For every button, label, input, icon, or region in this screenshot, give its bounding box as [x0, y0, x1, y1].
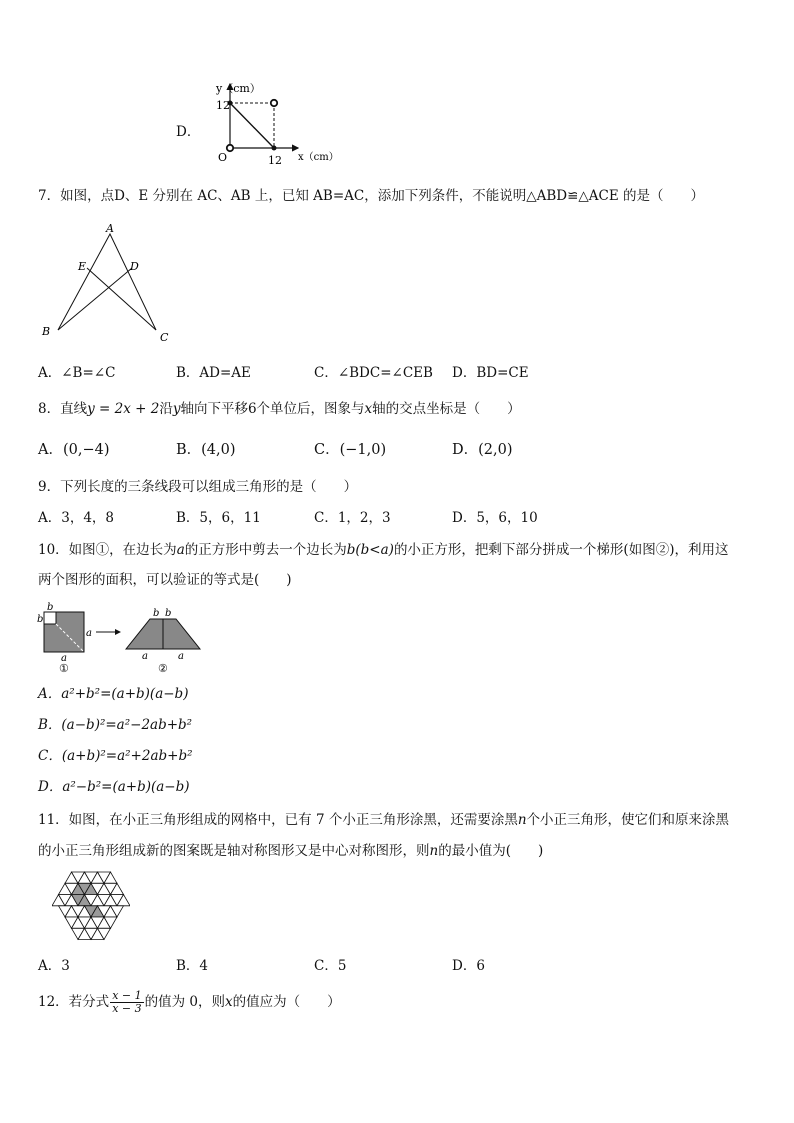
q7-label-b: B — [42, 325, 51, 338]
q6-coordinate-graph — [210, 78, 350, 170]
q10-fig1-left-b: b — [37, 614, 44, 625]
q11-line2-a: 的小正三角形组成新的图案既是轴对称图形又是中心对称图形，则 — [38, 843, 430, 859]
q6-x-tick: 12 — [268, 154, 282, 167]
q9-option-d[interactable]: D．5，6，10 — [452, 510, 538, 526]
q6-y-axis-label: y（cm） — [216, 82, 261, 95]
q8-var-y: y — [172, 401, 181, 417]
q8-mid2: 轴向下平移6个单位后，图象与 — [180, 401, 365, 417]
q10-fig2-bottom-a2: a — [178, 651, 184, 662]
q7-triangle-figure — [36, 220, 176, 345]
q10-fig2-top-b1: b — [153, 608, 160, 619]
q12-denominator: x − 3 — [112, 1002, 142, 1015]
q10-question-line1 — [38, 540, 728, 560]
q9-option-b[interactable]: B．5，6，11 — [176, 510, 261, 526]
q11-option-c[interactable]: C．5 — [314, 958, 347, 974]
q8-formula: y = 2x + 2 — [87, 401, 160, 417]
q11-option-a[interactable]: A．3 — [38, 958, 70, 974]
q7-option-a[interactable]: A．∠B=∠C — [38, 365, 116, 381]
q8-option-b[interactable]: B．(4,0) — [176, 442, 236, 458]
q8-question-text — [38, 399, 521, 419]
q8-option-d[interactable]: D．(2,0) — [452, 442, 513, 458]
q10-line1-c: 的小正方形，把剩下部分拼成一个梯形(如图②)，利用这 — [393, 542, 729, 558]
q7-question-text: 7．如图，点D、E 分别在 AC、AB 上，已知 AB=AC，添加下列条件，不能说明△ABD≌△ACE 的是（ ） — [38, 188, 705, 204]
q11-line2-b: 的最小值为( ) — [438, 843, 544, 859]
q10-square-trapezoid-figure — [34, 602, 209, 674]
q6-y-tick: 12 — [216, 99, 230, 112]
q8-suffix: 轴的交点坐标是（ ） — [372, 401, 521, 417]
q10-option-c[interactable]: C．(a+b)²=a²+2ab+b² — [38, 748, 193, 764]
q7-option-c[interactable]: C．∠BDC=∠CEB — [314, 365, 433, 381]
q11-var-n: n — [517, 812, 527, 828]
q7-option-b[interactable]: B．AD=AE — [176, 365, 251, 381]
q8-option-c[interactable]: C．(−1,0) — [314, 442, 387, 458]
q10-fig2-label: ② — [158, 662, 168, 674]
q10-line1-a: 10．如图①，在边长为 — [38, 542, 177, 558]
q7-label-c: C — [160, 331, 169, 344]
q7-label-a: A — [106, 222, 114, 235]
q10-fig2-top-b2: b — [165, 608, 172, 619]
q12-suffix: 的值应为（ ） — [232, 994, 341, 1010]
q12-fraction — [110, 990, 143, 1015]
q12-mid: 的值为 0，则 — [144, 994, 225, 1010]
q10-option-b[interactable]: B．(a−b)²=a²−2ab+b² — [38, 717, 193, 733]
q12-prefix: 12．若分式 — [38, 994, 110, 1010]
q7-label-d: D — [130, 260, 139, 273]
q8-prefix: 8．直线 — [38, 401, 88, 417]
q11-question-line1 — [38, 810, 729, 830]
q10-var-a: a — [176, 542, 185, 558]
q11-option-b[interactable]: B．4 — [176, 958, 209, 974]
q7-option-d[interactable]: D．BD=CE — [452, 365, 529, 381]
q10-fig2-bottom-a1: a — [142, 651, 148, 662]
q12-question-text — [38, 988, 341, 1016]
q11-option-d[interactable]: D．6 — [452, 958, 485, 974]
q9-question-text: 9．下列长度的三条线段可以组成三角形的是（ ） — [38, 479, 358, 495]
q10-option-d[interactable]: D．a²−b²=(a+b)(a−b) — [38, 779, 190, 795]
q10-option-a[interactable]: A．a²+b²=(a+b)(a−b) — [38, 686, 189, 702]
q10-line1-b: 的正方形中剪去一个边长为 — [184, 542, 347, 558]
q10-fig1-label: ① — [59, 662, 69, 674]
q11-var-n-2: n — [429, 843, 439, 859]
q11-triangle-grid-figure — [52, 866, 130, 946]
q10-fig1-right-a: a — [86, 628, 92, 639]
q6-option-d-label: D． — [176, 124, 201, 140]
q10-var-b: b(b<a) — [346, 542, 394, 558]
q8-mid1: 沿 — [159, 401, 173, 417]
q10-question-line2: 两个图形的面积，可以验证的等式是( ) — [38, 572, 292, 588]
q8-option-a[interactable]: A．(0,−4) — [38, 442, 110, 458]
q10-fig1-bottom-a: a — [61, 653, 67, 664]
q7-label-e: E — [78, 260, 87, 273]
q12-numerator: x − 1 — [112, 989, 142, 1002]
q11-line1-b: 个小正三角形，使它们和原来涂黑 — [526, 812, 730, 828]
q9-option-a[interactable]: A．3，4，8 — [38, 510, 115, 526]
q6-origin-label: O — [218, 151, 228, 164]
q10-fig1-top-b: b — [47, 602, 54, 613]
q8-var-x: x — [364, 401, 373, 417]
q9-option-c[interactable]: C．1，2，3 — [314, 510, 391, 526]
q12-var-x: x — [225, 994, 233, 1010]
q11-line1-a: 11．如图，在小正三角形组成的网格中，已有 7 个小正三角形涂黑，还需要涂黑 — [38, 812, 518, 828]
q11-question-line2 — [38, 841, 543, 861]
q6-x-axis-label: x（cm） — [298, 152, 339, 163]
